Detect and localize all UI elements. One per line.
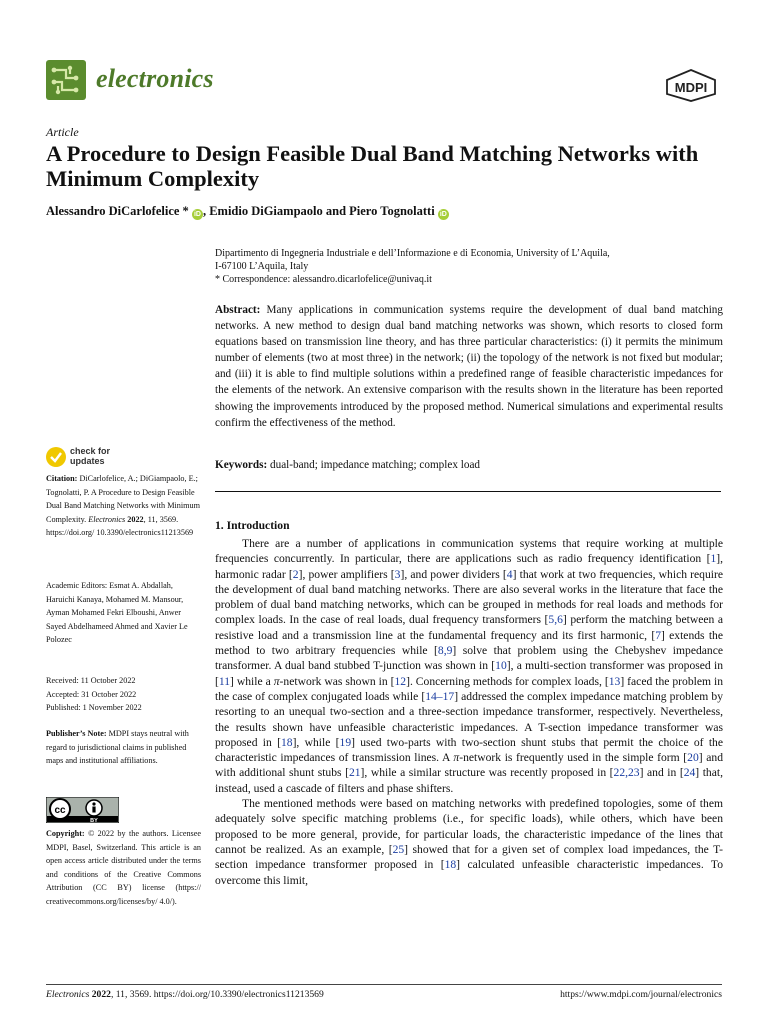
- reference-link[interactable]: 13: [608, 674, 621, 688]
- article-type: Article: [46, 125, 79, 139]
- reference-link[interactable]: 20: [687, 751, 699, 765]
- check-for-updates-line-1: check for: [70, 446, 111, 456]
- copyright-label: Copyright:: [46, 829, 85, 838]
- introduction-text: [215, 536, 723, 888]
- correspondence: * Correspondence: alessandro.dicarlofelice@univaq.it: [215, 274, 432, 285]
- journal-logo-icon: [46, 60, 86, 100]
- academic-editors: Academic Editors: Esmat A. Abdallah, Haruichi Kanaya, Mohamed M. Mansour, Ayman Mohamed Fekri Elboushi, Anwer Sayed Abdelhameed Ahmed and Xavier Le Polozec: [46, 581, 188, 645]
- section-heading: 1. Introduction: [215, 519, 290, 532]
- footer-journal: Electronics: [46, 989, 90, 1000]
- citation-journal: Electronics: [88, 514, 126, 524]
- citation-block: [46, 472, 201, 540]
- publisher-note: [46, 727, 201, 768]
- divider: [215, 491, 721, 492]
- citation-label: Citation:: [46, 474, 78, 483]
- paragraph: The mentioned methods were based on matching networks with predefined topologies, some of them adequately solve specific matching problems (i.e., for specific loads), while others, which have been proposed to be more general, provide, for particular loads, the characteristic impedance of the lines that cannot be realized. As an example, [25] showed that for a given set of complex load impedances, the T-section impedance transformer proposed in [18] calculated unfeasible characteristic impedances. To overcome this limit,: [215, 797, 723, 887]
- reference-link[interactable]: 7: [655, 628, 661, 642]
- accepted-date: Accepted: 31 October 2022: [46, 689, 137, 699]
- check-for-updates-line-2: updates: [70, 456, 105, 466]
- affiliation-line-2: I-67100 L’Aquila, Italy: [215, 261, 309, 272]
- published-date: Published: 1 November 2022: [46, 703, 142, 713]
- paragraph: There are a number of applications in communication systems that require working at multiple frequencies concurrently. In particular, there are applications such as radio frequency identification [1], harmonic radar [2], power amplifiers [3], and power dividers [4] that work at two frequencies, which require the development of dual band matching networks. There are also several works in the literature that face the problem of dual band matching networks, which can be grouped in methods for real loads and methods for complex loads. In the case of real loads, dual frequency transformers [5,6] perform the matching between a resistive load and a transmission line at the fundamental frequency and its first harmonic, [7] extends the method to two arbitrary frequencies while [8,9] solve that problem using the Chebyshev impedance transformer. A dual band stubbed T-junction was shown in [10], a multi-section transformer was proposed in [11] while a π-network was shown in [12]. Concerning methods for complex loads, [13] faced the problem in the case of complex conjugated loads while [14–17] addressed the complex impedance matching problem by resorting to an unequal two-section and a three-section impedance transformer, respectively. Nevertheless, the results shown have unfeasible characteristic impedances. A T-section impedance transformer was proposed in [18], while [19] used two-parts with two-section shunt stubs that permit the choice of the characteristic impedances of transmission lines. A π-network is frequently used in the simple form [20] and with additional shunt stubs [21], while a similar structure was recently proposed in [22,23] and in [24] that, instead, used a cascade of filters and phase shifters.: [215, 537, 724, 795]
- footer-year: 2022: [91, 989, 111, 1000]
- reference-link[interactable]: 8,9: [437, 644, 453, 658]
- reference-link[interactable]: 10: [495, 659, 507, 673]
- reference-link[interactable]: 25: [392, 842, 405, 856]
- reference-link[interactable]: 14–17: [425, 689, 455, 703]
- author-1: Alessandro DiCarlofelice *: [46, 204, 189, 218]
- abstract-label: Abstract:: [215, 304, 261, 316]
- citation-text: DiCarlofelice, A.; DiGiampaolo, E.; Tognolatti, P. A Procedure to Design Feasible Dual Band Matching Networks with Minimum Complexity.: [46, 474, 200, 524]
- author-2-3: , Emidio DiGiampaolo and Piero Tognolatti: [202, 204, 435, 218]
- orcid-icon[interactable]: iD: [193, 211, 201, 218]
- check-icon: [46, 447, 66, 467]
- affiliation-block: [215, 247, 720, 286]
- citation-year: 2022: [127, 514, 144, 524]
- reference-link[interactable]: 18: [280, 735, 293, 749]
- keywords-text: dual-band; impedance matching; complex load: [270, 459, 481, 471]
- reference-link[interactable]: 1: [710, 552, 717, 566]
- keywords: [215, 459, 480, 471]
- reference-link[interactable]: 4: [506, 567, 513, 581]
- footer-journal-url[interactable]: https://www.mdpi.com/journal/electronics: [560, 989, 722, 1000]
- publication-dates: [46, 674, 201, 715]
- reference-link[interactable]: 5,6: [548, 613, 563, 627]
- journal-name: electronics: [96, 64, 214, 93]
- received-date: Received: 11 October 2022: [46, 676, 136, 685]
- reference-link[interactable]: 11: [218, 674, 231, 688]
- keywords-label: Keywords:: [215, 459, 268, 471]
- abstract: [215, 302, 723, 431]
- publisher-name: MDPI: [674, 80, 708, 95]
- reference-link[interactable]: 21: [348, 766, 361, 780]
- reference-link[interactable]: 12: [394, 674, 407, 688]
- page-title: A Procedure to Design Feasible Dual Band Matching Networks with Minimum Complexity: [46, 141, 699, 191]
- author-list: [46, 204, 449, 220]
- citation-doi[interactable]: , 11, 3569. https://doi.org/ 10.3390/electronics11213569: [46, 514, 194, 538]
- reference-link[interactable]: 24: [683, 766, 696, 780]
- reference-link[interactable]: 3: [394, 567, 401, 581]
- publisher-note-text: MDPI stays neutral with regard to jurisdictional claims in published maps and institutional affiliations.: [46, 729, 189, 766]
- copyright-block: [46, 827, 201, 909]
- orcid-icon[interactable]: iD: [439, 211, 447, 218]
- reference-link[interactable]: 22,23: [613, 766, 640, 780]
- check-for-updates-label: [70, 446, 110, 466]
- reference-link[interactable]: 18: [444, 858, 457, 872]
- reference-link[interactable]: 2: [292, 567, 299, 581]
- copyright-text: © 2022 by the authors. Licensee MDPI, Basel, Switzerland. This article is an open access article distributed under the terms and conditions of the Creative Commons Attribution (CC BY) license (https:// creativecommons.org/licenses/by/ 4.0/).: [46, 829, 202, 906]
- publisher-note-label: Publisher’s Note:: [46, 729, 107, 738]
- reference-link[interactable]: 19: [339, 735, 352, 749]
- footer-citation: [46, 989, 324, 1000]
- svg-text:cc: cc: [54, 805, 66, 816]
- cc-by-label: BY: [90, 818, 98, 823]
- footer-doi[interactable]: , 11, 3569. https://doi.org/10.3390/electronics11213569: [110, 989, 324, 1000]
- mdpi-logo-icon: [662, 68, 720, 102]
- abstract-text: Many applications in communication systems require the development of dual band matching networks. A new method to design dual band matching networks was shown, which resorts to closed form equations based on transmission line theory, and has three particular characteristics: (i) it permits the minimum number of elements (two at most three) in the network; (ii) the topology of the network is not fixed but modular; and (iii) it is able to find multiple solutions within a predefined range of feasible characteristic impedances for the elements of the network. An extensive comparison with the results shown in the literature has been reported showing the improvements introduced by the proposed method. Numerical simulations and experimental results confirm the effectiveness of the method.: [215, 304, 723, 429]
- affiliation-line-1: Dipartimento di Ingegneria Industriale e dell’Informazione e di Economia, University of L’Aquila,: [215, 248, 610, 259]
- cc-by-license-icon[interactable]: [46, 797, 119, 823]
- footer-divider: [46, 984, 722, 985]
- check-for-updates-button[interactable]: [46, 445, 146, 469]
